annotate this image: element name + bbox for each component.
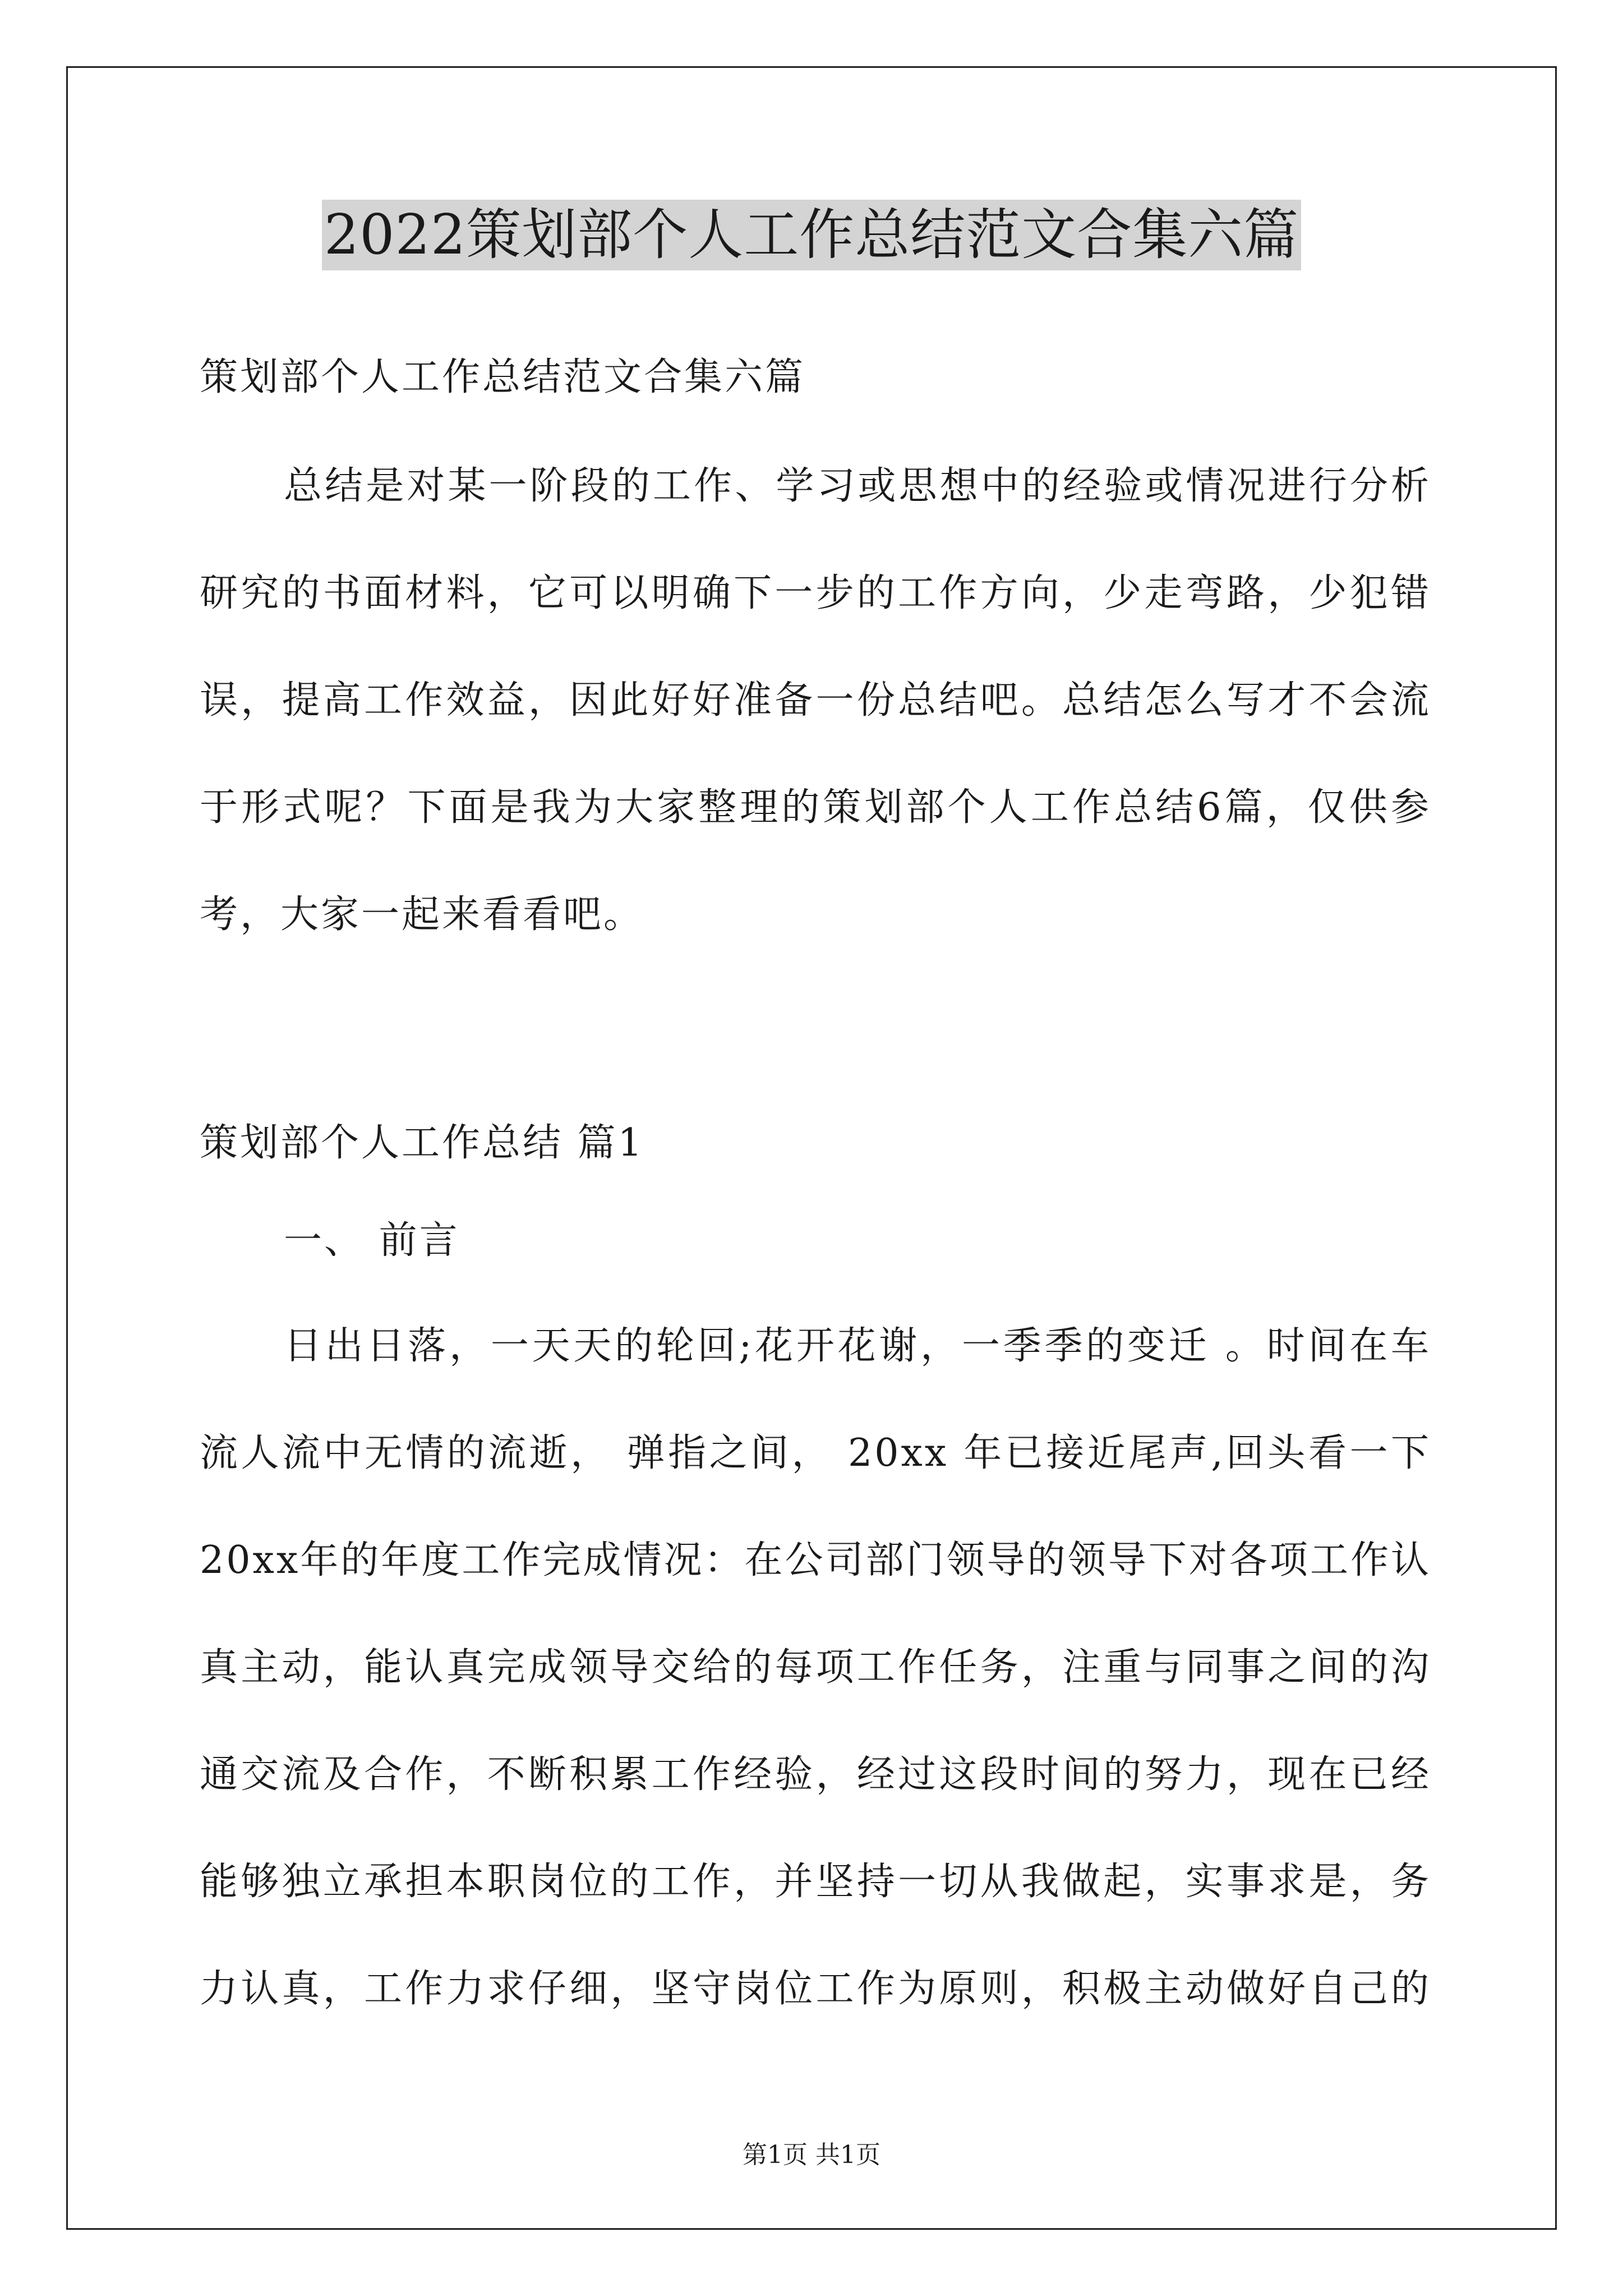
body-line-5: 通交流及合作，不断积累工作经验，经过这段时间的努力，现在已经 xyxy=(200,1752,1431,1797)
intro-line-2: 研究的书面材料，它可以明确下一步的工作方向，少走弯路，少犯错 xyxy=(200,571,1431,615)
intro-line-1: 总结是对某一阶段的工作、学习或思想中的经验或情况进行分析 xyxy=(284,464,1431,508)
document-title xyxy=(0,199,1623,271)
intro-line-5: 考，大家一起来看看吧。 xyxy=(200,892,644,937)
body-line-1: 日出日落，一天天的轮回;花开花谢，一季季的变迁 。时间在车 xyxy=(284,1324,1431,1368)
section-heading: 策划部个人工作总结 篇1 xyxy=(200,1121,644,1165)
page-footer: 第1页 共1页 xyxy=(743,2141,880,2169)
document-subtitle: 策划部个人工作总结范文合集六篇 xyxy=(200,355,806,399)
intro-line-4: 于形式呢？下面是我为大家整理的策划部个人工作总结6篇，仅供参 xyxy=(200,785,1431,830)
body-line-2: 流人流中无情的流逝， 弹指之间， 20xx 年已接近尾声,回头看一下 xyxy=(200,1431,1431,1475)
body-line-3: 20xx年的年度工作完成情况：在公司部门领导的领导下对各项工作认 xyxy=(200,1538,1431,1582)
subsection-heading: 一、 前言 xyxy=(284,1218,460,1263)
body-line-7: 力认真，工作力求仔细，坚守岗位工作为原则，积极主动做好自己的 xyxy=(200,1967,1431,2011)
document-title-text: 2022策划部个人工作总结范文合集六篇 xyxy=(322,200,1301,270)
body-line-6: 能够独立承担本职岗位的工作，并坚持一切从我做起，实事求是，务 xyxy=(200,1860,1431,1904)
intro-line-3: 误，提高工作效益，因此好好准备一份总结吧。总结怎么写才不会流 xyxy=(200,678,1431,723)
body-line-4: 真主动，能认真完成领导交给的每项工作任务，注重与同事之间的沟 xyxy=(200,1645,1431,1690)
